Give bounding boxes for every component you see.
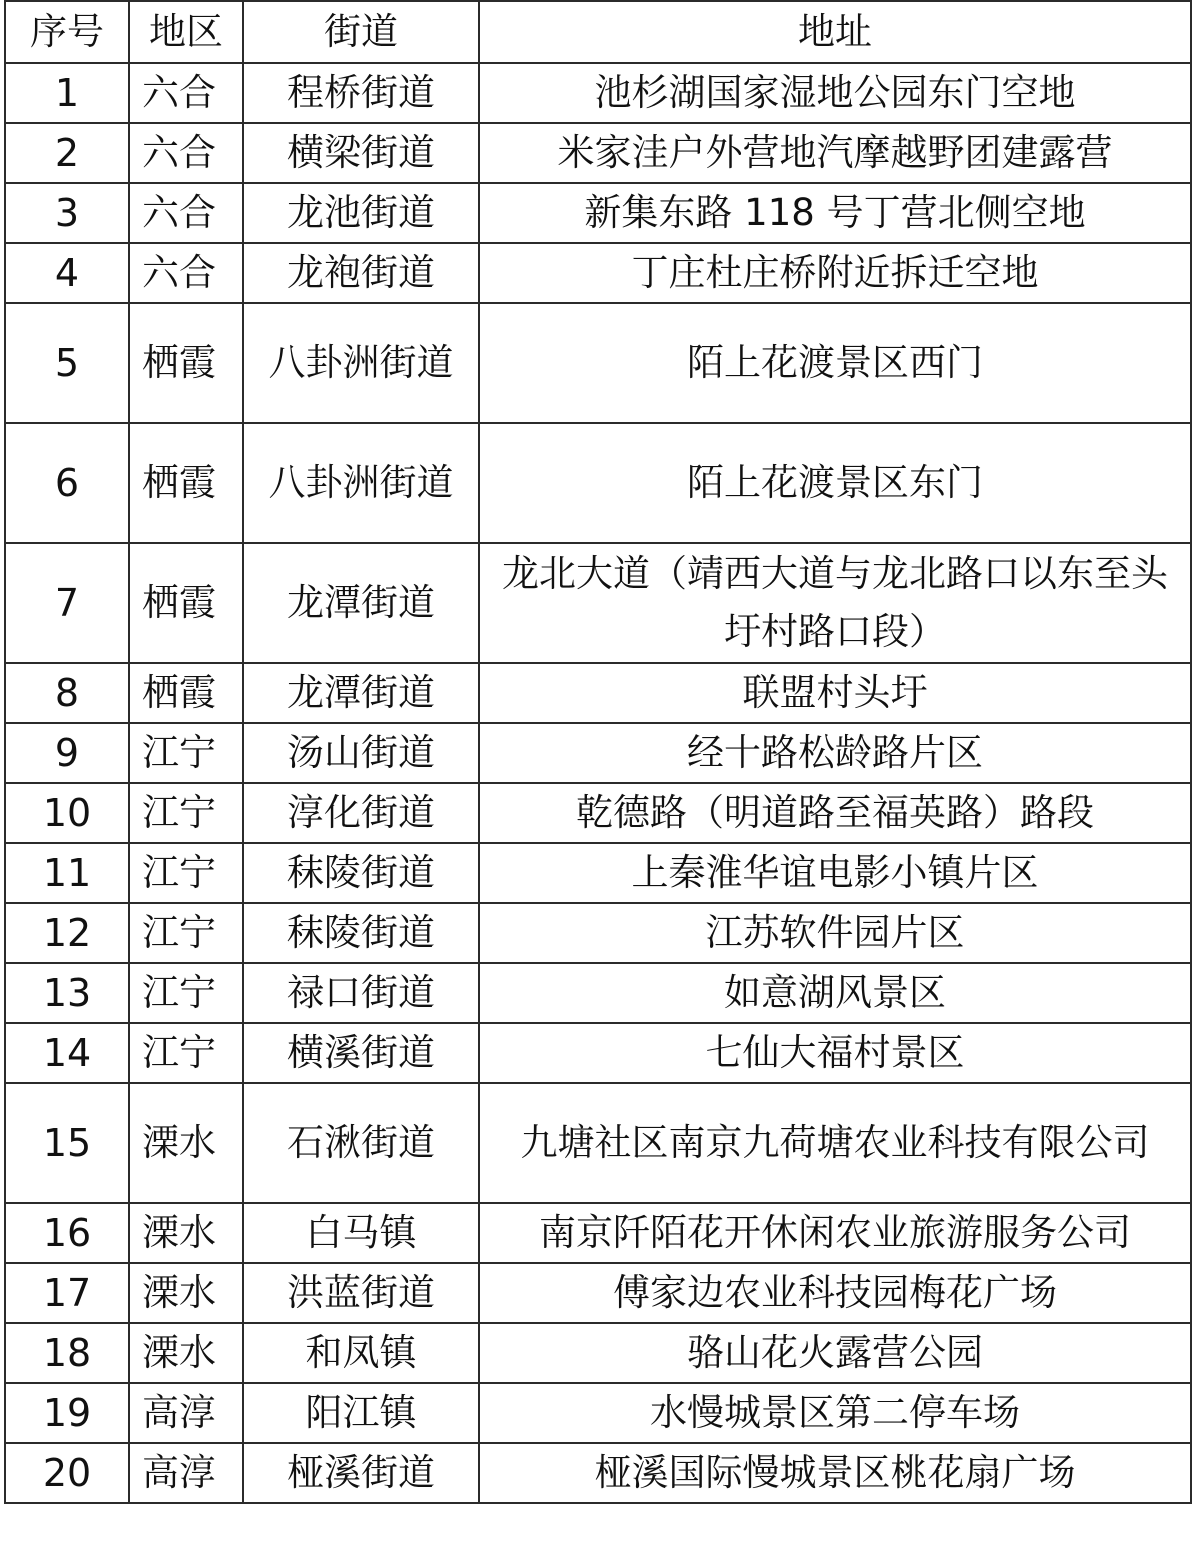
cell-area: 江宁 xyxy=(129,783,243,843)
cell-area: 栖霞 xyxy=(129,423,243,543)
cell-no: 11 xyxy=(5,843,129,903)
cell-area: 江宁 xyxy=(129,903,243,963)
cell-area: 栖霞 xyxy=(129,663,243,723)
table-row xyxy=(5,1443,1191,1503)
cell-area: 江宁 xyxy=(129,963,243,1023)
header-row xyxy=(5,1,1191,63)
cell-street: 秣陵街道 xyxy=(243,843,479,903)
table-row xyxy=(5,783,1191,843)
table-row xyxy=(5,243,1191,303)
cell-area: 溧水 xyxy=(129,1083,243,1203)
cell-no: 17 xyxy=(5,1263,129,1323)
cell-street: 禄口街道 xyxy=(243,963,479,1023)
cell-street: 龙池街道 xyxy=(243,183,479,243)
cell-address: 陌上花渡景区西门 xyxy=(479,303,1191,423)
cell-area: 江宁 xyxy=(129,723,243,783)
cell-address: 联盟村头圩 xyxy=(479,663,1191,723)
table-row xyxy=(5,723,1191,783)
cell-no: 16 xyxy=(5,1203,129,1263)
cell-street: 程桥街道 xyxy=(243,63,479,123)
cell-street: 白马镇 xyxy=(243,1203,479,1263)
cell-address: 上秦淮华谊电影小镇片区 xyxy=(479,843,1191,903)
table-row xyxy=(5,63,1191,123)
cell-no: 12 xyxy=(5,903,129,963)
table-row xyxy=(5,1263,1191,1323)
cell-no: 1 xyxy=(5,63,129,123)
table-row xyxy=(5,843,1191,903)
cell-area: 栖霞 xyxy=(129,303,243,423)
cell-address: 江苏软件园片区 xyxy=(479,903,1191,963)
table-row xyxy=(5,1383,1191,1443)
cell-address: 龙北大道（靖西大道与龙北路口以东至头圩村路口段） xyxy=(479,543,1191,663)
table-row xyxy=(5,1203,1191,1263)
cell-address: 米家洼户外营地汽摩越野团建露营 xyxy=(479,123,1191,183)
cell-no: 8 xyxy=(5,663,129,723)
cell-street: 横溪街道 xyxy=(243,1023,479,1083)
cell-address: 七仙大福村景区 xyxy=(479,1023,1191,1083)
cell-street: 和凤镇 xyxy=(243,1323,479,1383)
cell-street: 汤山街道 xyxy=(243,723,479,783)
cell-street: 龙潭街道 xyxy=(243,663,479,723)
cell-address: 乾德路（明道路至福英路）路段 xyxy=(479,783,1191,843)
cell-no: 18 xyxy=(5,1323,129,1383)
table-row xyxy=(5,1323,1191,1383)
cell-address: 九塘社区南京九荷塘农业科技有限公司 xyxy=(479,1083,1191,1203)
cell-address: 陌上花渡景区东门 xyxy=(479,423,1191,543)
cell-area: 江宁 xyxy=(129,1023,243,1083)
cell-address: 水慢城景区第二停车场 xyxy=(479,1383,1191,1443)
cell-street: 八卦洲街道 xyxy=(243,303,479,423)
location-table xyxy=(4,0,1192,1504)
cell-street: 石湫街道 xyxy=(243,1083,479,1203)
cell-no: 3 xyxy=(5,183,129,243)
cell-area: 六合 xyxy=(129,123,243,183)
cell-address: 新集东路 118 号丁营北侧空地 xyxy=(479,183,1191,243)
cell-no: 15 xyxy=(5,1083,129,1203)
table-row xyxy=(5,663,1191,723)
cell-street: 八卦洲街道 xyxy=(243,423,479,543)
table-row xyxy=(5,423,1191,543)
cell-no: 2 xyxy=(5,123,129,183)
cell-address: 池杉湖国家湿地公园东门空地 xyxy=(479,63,1191,123)
table-row xyxy=(5,123,1191,183)
cell-street: 洪蓝街道 xyxy=(243,1263,479,1323)
cell-street: 阳江镇 xyxy=(243,1383,479,1443)
cell-address: 经十路松龄路片区 xyxy=(479,723,1191,783)
cell-street: 横梁街道 xyxy=(243,123,479,183)
cell-no: 10 xyxy=(5,783,129,843)
cell-no: 19 xyxy=(5,1383,129,1443)
cell-address: 如意湖风景区 xyxy=(479,963,1191,1023)
cell-area: 江宁 xyxy=(129,843,243,903)
header-address: 地址 xyxy=(479,1,1191,63)
cell-address: 南京阡陌花开休闲农业旅游服务公司 xyxy=(479,1203,1191,1263)
cell-no: 13 xyxy=(5,963,129,1023)
cell-address: 傅家边农业科技园梅花广场 xyxy=(479,1263,1191,1323)
cell-no: 14 xyxy=(5,1023,129,1083)
header-no: 序号 xyxy=(5,1,129,63)
table-row xyxy=(5,303,1191,423)
table-row xyxy=(5,183,1191,243)
cell-no: 5 xyxy=(5,303,129,423)
cell-street: 秣陵街道 xyxy=(243,903,479,963)
cell-no: 4 xyxy=(5,243,129,303)
cell-area: 溧水 xyxy=(129,1263,243,1323)
table-row xyxy=(5,903,1191,963)
cell-no: 20 xyxy=(5,1443,129,1503)
table-row xyxy=(5,1083,1191,1203)
cell-address: 丁庄杜庄桥附近拆迁空地 xyxy=(479,243,1191,303)
cell-street: 龙潭街道 xyxy=(243,543,479,663)
cell-area: 高淳 xyxy=(129,1443,243,1503)
cell-street: 桠溪街道 xyxy=(243,1443,479,1503)
table-row xyxy=(5,1023,1191,1083)
cell-no: 7 xyxy=(5,543,129,663)
table-row xyxy=(5,543,1191,663)
cell-no: 6 xyxy=(5,423,129,543)
cell-area: 栖霞 xyxy=(129,543,243,663)
cell-address: 骆山花火露营公园 xyxy=(479,1323,1191,1383)
cell-area: 六合 xyxy=(129,183,243,243)
cell-area: 高淳 xyxy=(129,1383,243,1443)
cell-area: 六合 xyxy=(129,63,243,123)
table-row xyxy=(5,963,1191,1023)
header-street: 街道 xyxy=(243,1,479,63)
cell-area: 六合 xyxy=(129,243,243,303)
header-area: 地区 xyxy=(129,1,243,63)
cell-address: 桠溪国际慢城景区桃花扇广场 xyxy=(479,1443,1191,1503)
cell-street: 龙袍街道 xyxy=(243,243,479,303)
cell-street: 淳化街道 xyxy=(243,783,479,843)
cell-area: 溧水 xyxy=(129,1323,243,1383)
cell-area: 溧水 xyxy=(129,1203,243,1263)
cell-no: 9 xyxy=(5,723,129,783)
